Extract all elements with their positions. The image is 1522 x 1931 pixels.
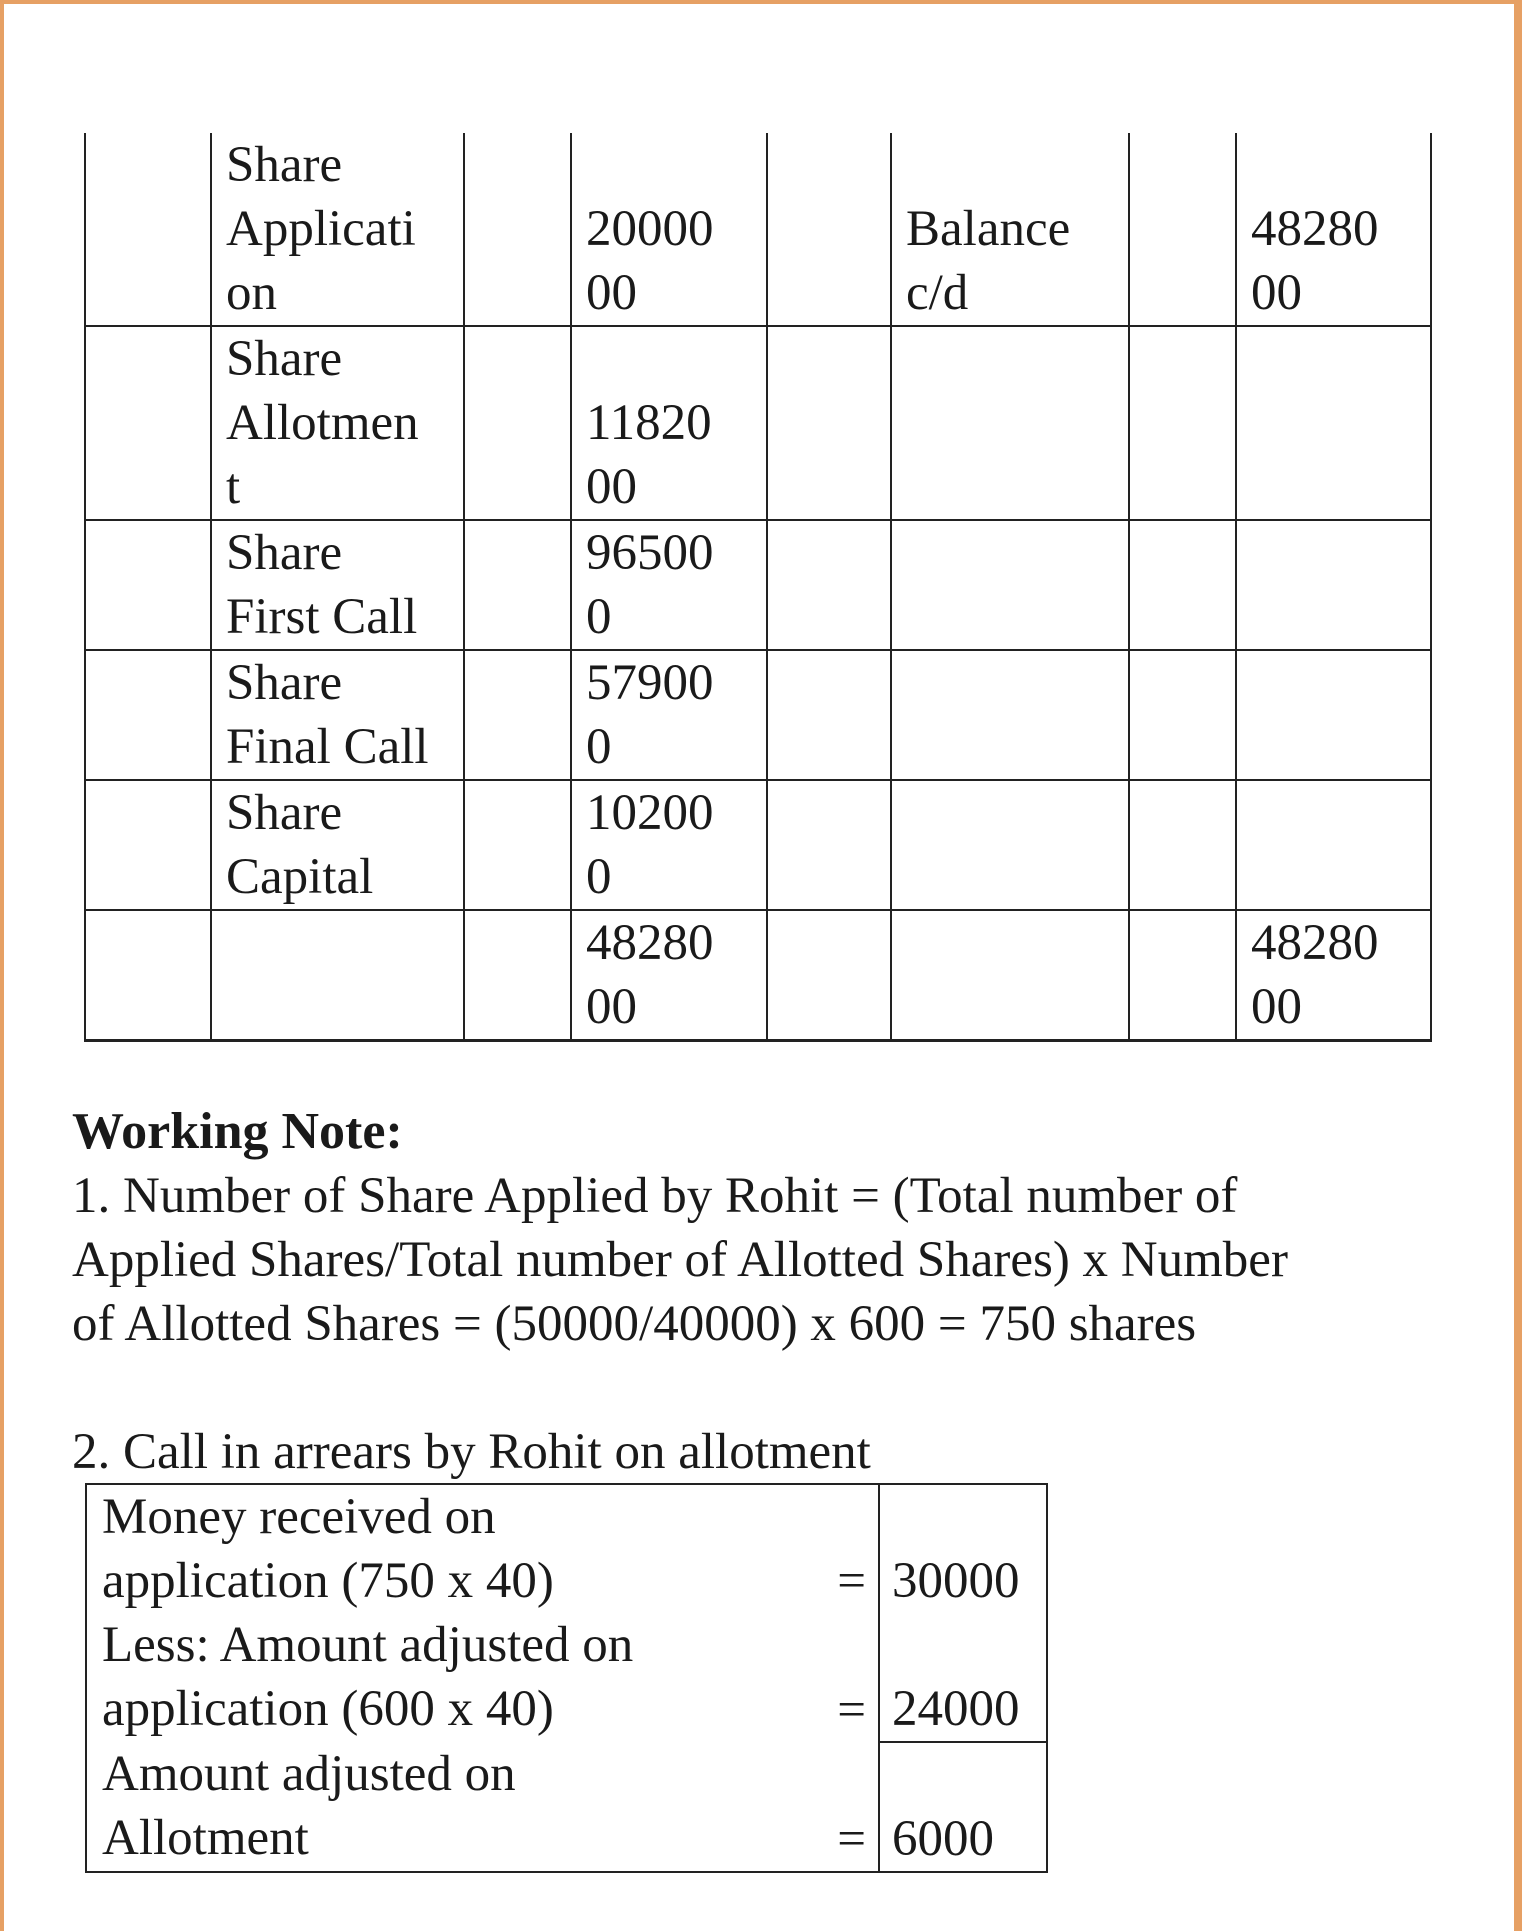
ledger-cell <box>464 910 571 1041</box>
working-note-1 <box>72 1164 1472 1356</box>
note1-line: 1. Number of Share Applied by Rohit = (Total number of <box>72 1168 1238 1224</box>
ledger-cell-text: Share Applicati on <box>226 137 416 321</box>
ledger-cell <box>767 326 891 520</box>
ledger-cell <box>1129 326 1236 520</box>
ledger-cell <box>464 520 571 650</box>
ledger-cell <box>464 326 571 520</box>
ledger-cell <box>1129 910 1236 1041</box>
ledger-cell <box>767 520 891 650</box>
ledger-row <box>85 910 1431 1041</box>
ledger-cell-text: Balance c/d <box>906 201 1071 321</box>
ledger-cell-text: 96500 0 <box>586 525 714 645</box>
ledger-cell <box>1129 133 1236 326</box>
ledger-row <box>85 326 1431 520</box>
ledger-cell <box>1236 780 1431 910</box>
ledger-cell <box>571 780 767 910</box>
calc-line: Money received on <box>102 1489 496 1545</box>
calc-description <box>86 1742 879 1872</box>
arrears-calculation-table <box>85 1483 1048 1873</box>
ledger-cell <box>85 910 211 1041</box>
calc-value-text: 6000 <box>892 1811 994 1867</box>
calc-line: Allotment <box>102 1810 309 1866</box>
ledger-cell <box>464 650 571 780</box>
ledger-cell-text: 10200 0 <box>586 785 714 905</box>
ledger-cell <box>1236 326 1431 520</box>
ledger-cell-text: 57900 0 <box>586 655 714 775</box>
calc-value-text: 24000 <box>892 1681 1020 1737</box>
ledger-cell <box>1236 520 1431 650</box>
ledger-cell <box>767 650 891 780</box>
ledger-cell-text: 48280 00 <box>1251 201 1379 321</box>
ledger-cell-text: 48280 00 <box>1251 915 1379 1035</box>
calc-line: application (600 x 40) <box>102 1681 554 1737</box>
ledger-cell <box>85 780 211 910</box>
ledger-cell <box>891 910 1129 1041</box>
ledger-cell-text: Share Allotmen t <box>226 331 419 515</box>
ledger-cell <box>211 520 464 650</box>
ledger-cell <box>1129 650 1236 780</box>
ledger-cell-text: Share First Call <box>226 525 418 645</box>
ledger-cell <box>1236 910 1431 1041</box>
calc-description <box>86 1484 879 1613</box>
ledger-row <box>85 780 1431 910</box>
calc-value <box>879 1742 1047 1872</box>
ledger-cell <box>85 133 211 326</box>
ledger-cell <box>1236 133 1431 326</box>
ledger-row <box>85 133 1431 326</box>
ledger-cell <box>85 650 211 780</box>
calc-row <box>86 1742 1047 1872</box>
ledger-cell <box>891 520 1129 650</box>
ledger-cell <box>211 326 464 520</box>
working-note-2-title: 2. Call in arrears by Rohit on allotment <box>72 1424 871 1480</box>
ledger-cell-text: 20000 00 <box>586 201 714 321</box>
equals-sign: = <box>837 1553 866 1609</box>
ledger-cell-text: 48280 00 <box>586 915 714 1035</box>
ledger-cell <box>1129 780 1236 910</box>
ledger-cell <box>571 910 767 1041</box>
ledger-cell <box>767 910 891 1041</box>
ledger-cell <box>571 650 767 780</box>
calc-line: Amount adjusted on <box>102 1746 516 1802</box>
ledger-cell <box>1129 520 1236 650</box>
ledger-cell <box>891 780 1129 910</box>
calc-line: application (750 x 40) <box>102 1553 554 1609</box>
ledger-cell-text: 11820 00 <box>586 395 712 515</box>
calc-value-text: 30000 <box>892 1553 1020 1609</box>
ledger-table <box>84 133 1432 1042</box>
ledger-cell <box>571 133 767 326</box>
ledger-cell <box>211 650 464 780</box>
ledger-cell <box>571 520 767 650</box>
calc-row <box>86 1484 1047 1613</box>
ledger-cell-text: Share Final Call <box>226 655 429 775</box>
ledger-cell-text: Share Capital <box>226 785 374 905</box>
ledger-cell <box>891 650 1129 780</box>
ledger-cell <box>571 326 767 520</box>
calc-row <box>86 1613 1047 1742</box>
note1-line: Applied Shares/Total number of Allotted Shares) x Number <box>72 1232 1288 1288</box>
note1-line: of Allotted Shares = (50000/40000) x 600 = 750 shares <box>72 1296 1197 1352</box>
ledger-cell <box>211 133 464 326</box>
ledger-cell <box>85 520 211 650</box>
ledger-cell <box>767 780 891 910</box>
ledger-cell <box>464 133 571 326</box>
ledger-cell <box>767 133 891 326</box>
calc-value <box>879 1484 1047 1613</box>
calc-value <box>879 1613 1047 1742</box>
ledger-cell <box>464 780 571 910</box>
ledger-cell <box>85 326 211 520</box>
calc-line: Less: Amount adjusted on <box>102 1617 634 1673</box>
equals-sign: = <box>837 1682 866 1738</box>
equals-sign: = <box>837 1811 866 1867</box>
ledger-cell <box>891 133 1129 326</box>
ledger-cell <box>211 910 464 1041</box>
ledger-cell <box>211 780 464 910</box>
ledger-row <box>85 520 1431 650</box>
calc-description <box>86 1613 879 1742</box>
ledger-cell <box>1236 650 1431 780</box>
working-note-heading: Working Note: <box>72 1103 403 1160</box>
ledger-row <box>85 650 1431 780</box>
ledger-cell <box>891 326 1129 520</box>
